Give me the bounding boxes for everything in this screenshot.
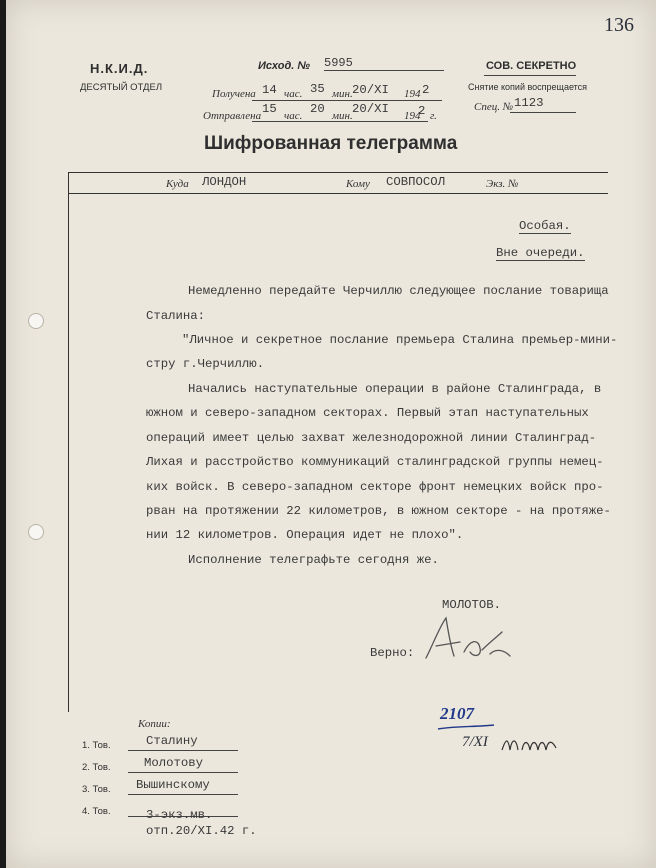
registry-underline: [436, 724, 496, 732]
body-line-2: Сталина:: [146, 309, 206, 323]
copy-1-number: 1. Тов.: [82, 740, 111, 751]
punch-hole-top: [28, 313, 44, 329]
to-value: ЛОНДОН: [202, 175, 247, 189]
sent-year-suffix: г.: [430, 110, 437, 122]
copy-2-number: 2. Тов.: [82, 762, 111, 773]
document-page: [6, 0, 656, 868]
mark-urgent: Вне очереди.: [496, 246, 585, 260]
address-top-rule: [68, 172, 608, 173]
whom-label: Кому: [346, 178, 370, 190]
handwritten-signature: [420, 612, 516, 668]
sent-hour-label: час.: [284, 110, 303, 122]
sent-date: 20/XI: [352, 102, 389, 116]
copy-3-number: 3. Тов.: [82, 784, 111, 795]
received-date: 20/XI: [352, 83, 389, 97]
department: ДЕСЯТЫЙ ОТДЕЛ: [80, 82, 163, 93]
org-name: Н.К.И.Д.: [90, 61, 149, 76]
outgoing-number: 5995: [324, 56, 444, 71]
copy-3-underline: [128, 794, 238, 795]
handwritten-scribble: [500, 732, 560, 756]
sent-underline: [252, 121, 428, 122]
body-line-6: южном и северо-западном секторах. Первый этап наступательных: [146, 406, 589, 420]
copies-footer-date: отп.20/XI.42 г.: [146, 824, 257, 838]
document-title: Шифрованная телеграмма: [204, 133, 458, 154]
body-line-8: Лихая и расстройство коммуникаций сталинградской группы немец-: [146, 455, 604, 469]
classification-underline: [484, 75, 576, 76]
outgoing-label: Исход. №: [258, 60, 310, 72]
signature-name: МОЛОТОВ.: [442, 598, 502, 612]
copy-1-underline: [128, 750, 238, 751]
sent-year-prefix: 194: [404, 110, 421, 122]
body-line-1: Немедленно передайте Черчиллю следующее послание товарища: [188, 284, 609, 298]
copy-3-name: Вышинскому: [136, 778, 210, 792]
received-hour-label: час.: [284, 88, 303, 100]
verified-label: Верно:: [370, 646, 415, 660]
sent-label: Отправлена: [203, 110, 262, 122]
body-line-3: "Личное и секретное послание премьера Сталина премьер-мини-: [182, 333, 618, 347]
classification: СОВ. СЕКРЕТНО: [486, 60, 577, 72]
copies-label: Копии:: [138, 718, 171, 730]
received-underline: [252, 100, 442, 101]
sent-day: 15: [262, 102, 277, 116]
body-line-12: Исполнение телеграфьте сегодня же.: [188, 553, 439, 567]
body-line-5: Начались наступательные операции в районе Сталинграда, в: [188, 382, 602, 396]
body-line-11: нии 12 километров. Операция идет не плохо".: [146, 528, 464, 542]
handwritten-note: 7/XI: [462, 734, 488, 750]
body-line-4: стру г.Черчиллю.: [146, 357, 265, 371]
spec-underline: [510, 112, 576, 113]
body-line-10: рван на протяжении 22 километров, в южном секторе - на протяже-: [146, 504, 611, 518]
sent-min-label: мин.: [332, 110, 353, 122]
copy-2-underline: [128, 772, 238, 773]
mark-special: Особая.: [519, 219, 571, 233]
copy-2-name: Молотову: [144, 756, 204, 770]
copy-4-number: 4. Тов.: [82, 806, 111, 817]
sent-hour: 20: [310, 102, 325, 116]
address-bottom-rule: [68, 193, 608, 194]
copy-1-name: Сталину: [146, 734, 198, 748]
received-year-prefix: 194: [404, 88, 421, 100]
body-line-7: операций имеет целью захват железнодорожной линии Сталинград-: [146, 431, 597, 445]
copy-note: Снятие копий воспрещается: [468, 82, 588, 92]
sent-year: 2: [418, 104, 426, 118]
copy-number-label: Экз. №: [486, 178, 519, 190]
page-number: 136: [604, 14, 634, 36]
received-label: Получена: [212, 88, 256, 100]
received-min-label: мин.: [332, 88, 353, 100]
left-margin-rule: [68, 172, 69, 712]
received-year: 2: [422, 83, 430, 97]
body-line-9: ких войск. В северо-западном секторе фронт немецких войск про-: [146, 480, 604, 494]
whom-value: СОВПОСОЛ: [386, 175, 446, 189]
punch-hole-bottom: [28, 524, 44, 540]
spec-number: 1123: [514, 96, 544, 110]
registry-number: 2107: [440, 704, 474, 723]
received-day: 14: [262, 83, 277, 97]
spec-label: Спец. №: [474, 101, 514, 113]
copies-footer-count: 3-экз.мв.: [146, 808, 213, 822]
received-hour: 35: [310, 82, 325, 96]
to-label: Куда: [166, 178, 189, 190]
